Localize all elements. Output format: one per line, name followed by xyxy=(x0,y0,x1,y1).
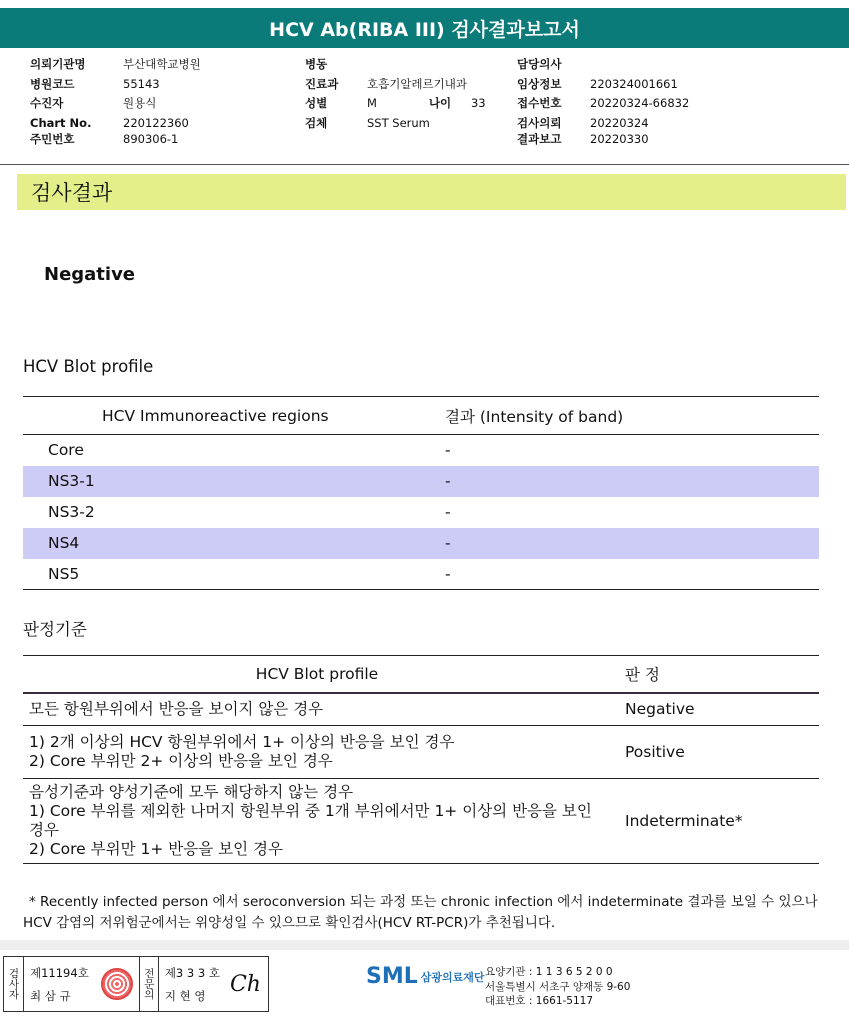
table-row xyxy=(23,497,819,528)
examiner-name: 최 삼 규 xyxy=(30,988,71,1003)
result-cell: - xyxy=(439,528,819,559)
test-result: Negative xyxy=(44,264,136,285)
examiner-seal-icon xyxy=(101,968,133,1000)
result-cell: - xyxy=(439,466,819,497)
criteria-line: 음성기준과 양성기준에 모두 해당하지 않는 경우 xyxy=(29,783,354,801)
criteria-line: 모든 항원부위에서 반응을 보이지 않은 경우 xyxy=(29,699,324,718)
table-header-row xyxy=(23,656,819,693)
info-label: 병원코드 xyxy=(30,76,75,91)
judgement-cell: Positive xyxy=(611,726,819,779)
column-header: HCV Immunoreactive regions xyxy=(23,397,439,435)
criteria-line: 2) Core 부위만 1+ 반응을 보인 경우 xyxy=(29,840,283,858)
logo-name: 삼광의료재단 xyxy=(420,970,485,984)
region-cell: NS3-1 xyxy=(23,466,439,497)
doctor-signature-icon: Ch xyxy=(229,971,261,997)
criteria-table xyxy=(23,655,819,864)
blot-profile-table xyxy=(23,396,819,590)
footer-divider xyxy=(0,940,849,950)
info-label: 임상정보 xyxy=(517,76,562,91)
info-label: 주민번호 xyxy=(30,132,75,146)
doctor-label: 전문의 xyxy=(139,957,159,1011)
info-value: 원용식 xyxy=(123,96,157,110)
info-row-sex-age xyxy=(305,94,486,114)
info-value: 890306-1 xyxy=(123,132,179,146)
info-value: 220324001661 xyxy=(590,76,678,91)
info-value: 20220324 xyxy=(590,115,649,130)
column-header: 결과 (Intensity of band) xyxy=(439,397,819,435)
criteria-cell xyxy=(23,693,611,726)
table-row xyxy=(23,726,819,779)
table-row xyxy=(23,559,819,590)
info-label: 접수번호 xyxy=(517,96,562,110)
column-header: 판 정 xyxy=(611,656,819,693)
info-value: 20220330 xyxy=(590,132,649,146)
info-row-department xyxy=(305,75,486,95)
info-value: 부산대학교병원 xyxy=(123,57,201,71)
judgement-cell: Negative xyxy=(611,693,819,726)
info-label: 검사의뢰 xyxy=(517,115,562,130)
info-label: 담당의사 xyxy=(517,57,562,71)
info-row-clinical-info xyxy=(517,75,689,95)
doctor-name: 지 현 영 xyxy=(164,988,206,1003)
info-label: 검체 xyxy=(305,115,328,130)
info-label: 의뢰기관명 xyxy=(30,57,86,71)
info-value: M xyxy=(367,96,377,110)
info-value: 호흡기알레르기내과 xyxy=(367,76,467,91)
criteria-title: 판정기준 xyxy=(23,620,87,639)
column-header: HCV Blot profile xyxy=(23,656,611,693)
organization-info xyxy=(485,965,630,1009)
info-label: 수진자 xyxy=(30,96,64,110)
result-cell: - xyxy=(439,559,819,590)
info-row-doctor xyxy=(517,55,689,75)
result-cell: - xyxy=(445,503,451,521)
examiner-info xyxy=(24,957,95,1011)
info-row-hospital-code xyxy=(30,75,201,95)
criteria-line: 1) 2개 이상의 HCV 항원부위에서 1+ 이상의 반응을 보인 경우 xyxy=(29,733,455,751)
table-header-row xyxy=(23,397,819,435)
info-label: 나이 xyxy=(428,96,452,110)
info-value: 20220324-66832 xyxy=(590,96,690,110)
region-cell: NS4 xyxy=(23,528,439,559)
judgement-cell: Indeterminate* xyxy=(611,779,819,864)
header-divider xyxy=(0,164,849,165)
doctor-license: 제3 3 3 호 xyxy=(164,965,220,980)
organization-code: 요양기관 : 1 1 3 6 5 2 0 0 xyxy=(485,966,613,978)
table-row xyxy=(23,693,819,726)
patient-info-col1 xyxy=(30,55,201,150)
info-row-institution xyxy=(30,55,201,75)
region-cell: NS3-2 xyxy=(48,503,95,521)
info-value: 55143 xyxy=(123,76,160,91)
criteria-cell xyxy=(23,726,611,779)
examiner-label: 검사자 xyxy=(4,957,24,1011)
table-row xyxy=(23,435,819,466)
region-cell: Core xyxy=(48,441,84,460)
result-cell: - xyxy=(445,441,451,460)
info-row-specimen xyxy=(305,114,486,134)
region-cell: NS5 xyxy=(23,559,439,590)
signature-box xyxy=(3,956,269,1012)
doctor-info xyxy=(159,957,226,1011)
info-row-receipt-no xyxy=(517,94,689,114)
report-title: HCV Ab(RIBA III) 검사결과보고서 xyxy=(0,8,849,48)
info-value: 220122360 xyxy=(123,115,189,130)
patient-info-col3 xyxy=(517,55,689,150)
table-row xyxy=(23,779,819,864)
info-label: 병동 xyxy=(305,57,328,71)
info-row-ward xyxy=(305,55,486,75)
patient-info-col2 xyxy=(305,55,486,133)
criteria-line: 2) Core 부위만 2+ 이상의 반응을 보인 경우 xyxy=(29,752,333,770)
info-row-patient xyxy=(30,94,201,114)
info-row-id-number xyxy=(30,130,201,150)
blot-profile-title: HCV Blot profile xyxy=(23,357,154,376)
organization-address: 서울특별시 서초구 양재동 9-60 xyxy=(485,980,631,993)
info-label: 결과보고 xyxy=(517,132,562,146)
info-value: 33 xyxy=(470,96,486,110)
info-label: Chart No. xyxy=(30,115,92,130)
criteria-cell xyxy=(23,779,611,864)
organization-phone: 대표번호 : 1661-5117 xyxy=(485,995,594,1007)
footnote: * Recently infected person 에서 seroconversion 되는 과정 또는 chronic infection 에서 indeterminate 결과를 보일 수 있으나 HCV 감염의 저위험군에서는 위양성일 수 있으므로 확인검사(HCV RT-PCR)가 추천됩니다. xyxy=(23,894,818,931)
organization-logo xyxy=(366,964,485,989)
table-row xyxy=(23,528,819,559)
info-value: SST Serum xyxy=(367,115,430,130)
info-label: 성별 xyxy=(305,96,328,110)
info-label: 진료과 xyxy=(305,76,339,91)
info-row-report-date xyxy=(517,130,689,150)
criteria-line: 1) Core 부위를 제외한 나머지 항원부위 중 1개 부위에서만 1+ 이상의 반응을 보인 경우 xyxy=(29,802,592,839)
section-title: 검사결과 xyxy=(17,174,846,210)
examiner-license: 제11194호 xyxy=(30,965,89,980)
table-row xyxy=(23,466,819,497)
logo-mark: SML xyxy=(366,964,418,989)
